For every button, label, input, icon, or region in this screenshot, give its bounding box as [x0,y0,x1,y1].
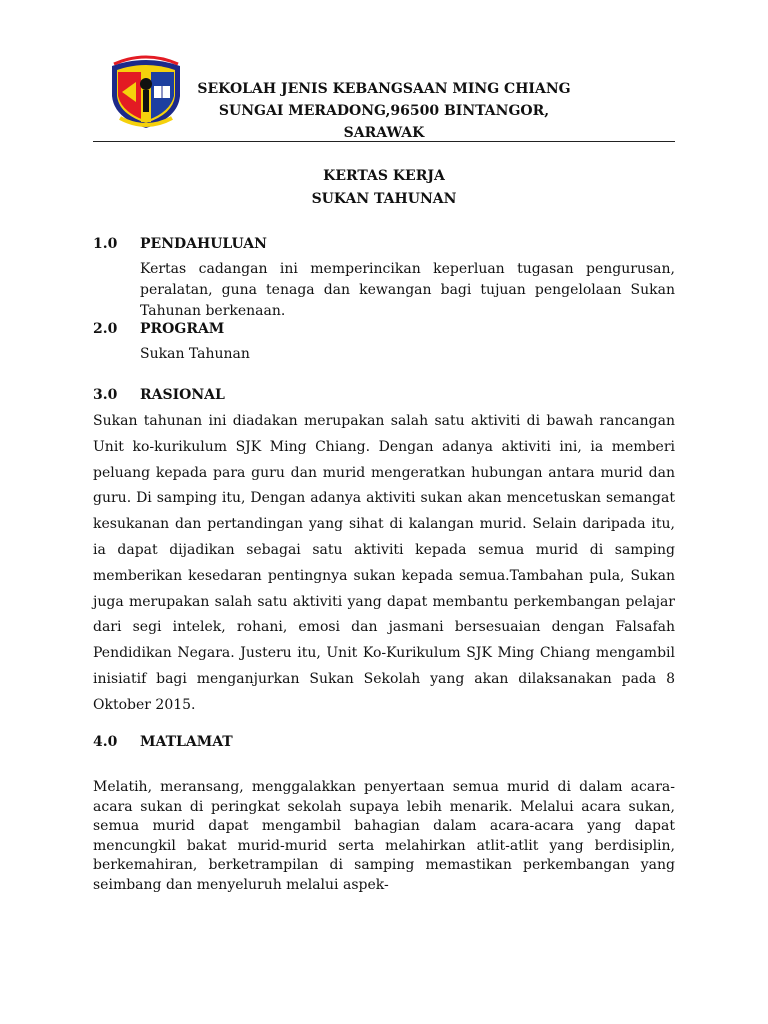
section-heading-rasional [93,387,225,403]
school-address-line1: SUNGAI MERADONG,96500 BINTANGOR, [218,103,550,119]
section-heading-program [93,321,224,337]
header-divider [93,141,675,142]
section-heading-pendahuluan [93,236,267,252]
section-body-rasional: Sukan tahunan ini diadakan merupakan salah satu aktiviti di bawah rancangan Unit ko-kurikulum SJK Ming Chiang. Dengan adanya aktiviti ini, ia memberi peluang kepada para guru dan murid mengeratkan hubungan antara murid dan guru. Di samping itu, Dengan adanya aktiviti sukan akan mencetuskan semangat kesukanan dan pertandingan yang sihat di kalangan murid. Selain daripada itu, ia dapat dijadikan sebagai satu aktiviti kepada semua murid di samping memberikan kesedaran pentingnya sukan kepada semua.Tambahan pula, Sukan juga merupakan salah satu aktiviti yang dapat membantu perkembangan pelajar dari segi intelek, rohani, emosi dan jasmani bersesuaian dengan Falsafah Pendidikan Negara. Justeru itu, Unit Ko-Kurikulum SJK Ming Chiang mengambil inisiatif bagi menganjurkan Sukan Sekolah yang akan dilaksanakan pada 8 Oktober 2015. [93,413,675,713]
section-number: 2.0 [93,321,118,337]
section-body-pendahuluan: Kertas cadangan ini memperincikan keperluan tugasan pengurusan, peralatan, guna tenaga dan kewangan bagi tujuan pengelolaan Sukan Tahunan berkenaan. [140,261,675,319]
document-subtitle: SUKAN TAHUNAN [311,191,457,207]
section-title: PENDAHULUAN [140,236,267,252]
section-title: PROGRAM [140,321,225,337]
section-number: 1.0 [93,236,118,252]
school-name: SEKOLAH JENIS KEBANGSAAN MING CHIANG [197,81,571,97]
section-body-program: Sukan Tahunan [140,346,250,362]
school-address-line2: SARAWAK [343,125,425,141]
section-body-matlamat: Melatih, meransang, menggalakkan penyertaan semua murid di dalam acara-acara sukan di peringkat sekolah supaya lebih menarik. Melalui acara sukan, semua murid dapat mengambil bahagian dalam acara-acara yang dapat mencungkil bakat murid-murid serta melahirkan atlit-atlit yang berdisiplin, berkemahiran, berketrampilan di samping memastikan perkembangan yang seimbang dan menyeluruh melalui aspek- [93,779,675,893]
school-crest-icon [106,52,186,132]
section-title: MATLAMAT [140,734,233,750]
section-number: 4.0 [93,734,118,750]
section-number: 3.0 [93,387,118,403]
section-heading-matlamat [93,734,233,750]
school-header [186,78,582,144]
section-title: RASIONAL [140,387,225,403]
document-title: KERTAS KERJA [323,168,445,184]
